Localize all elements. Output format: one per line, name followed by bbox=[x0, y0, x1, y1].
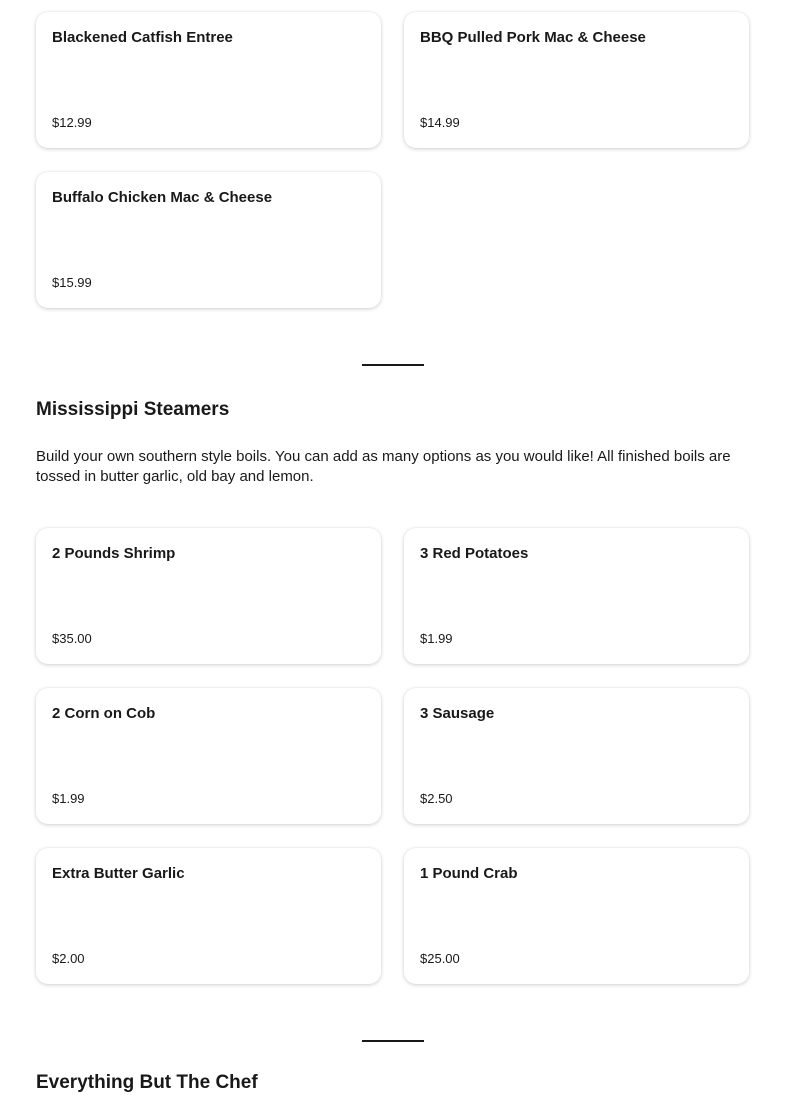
menu-item-price: $1.99 bbox=[52, 791, 85, 806]
menu-item-price: $35.00 bbox=[52, 631, 92, 646]
menu-item-card[interactable] bbox=[36, 12, 381, 148]
menu-item-price: $15.99 bbox=[52, 275, 92, 290]
menu-item-price: $12.99 bbox=[52, 115, 92, 130]
menu-item-name: Buffalo Chicken Mac & Cheese bbox=[52, 189, 273, 206]
menu-item-card[interactable] bbox=[404, 12, 749, 148]
section-title: Everything But The Chef bbox=[36, 1072, 258, 1093]
menu-item-price: $1.99 bbox=[420, 631, 453, 646]
menu-item-card[interactable] bbox=[404, 848, 749, 984]
menu-item-card[interactable] bbox=[36, 528, 381, 664]
menu-item-name: Blackened Catfish Entree bbox=[52, 29, 233, 46]
menu-item-name: 3 Sausage bbox=[420, 705, 495, 722]
menu-item-name: Extra Butter Garlic bbox=[52, 865, 185, 882]
menu-item-grid bbox=[36, 528, 749, 984]
menu-item-price: $2.00 bbox=[52, 951, 85, 966]
menu-item-card[interactable] bbox=[36, 688, 381, 824]
menu-item-name: 2 Pounds Shrimp bbox=[52, 545, 176, 562]
section-description: Build your own southern style boils. You can add as many options as you would like! All finished boils are tossed in butter garlic, old bay and lemon. bbox=[36, 448, 731, 485]
section-divider bbox=[362, 364, 424, 366]
menu-item-card[interactable] bbox=[36, 848, 381, 984]
menu-item-price: $25.00 bbox=[420, 951, 460, 966]
menu-item-grid bbox=[36, 12, 749, 308]
section-title: Mississippi Steamers bbox=[36, 399, 230, 420]
menu-item-name: 2 Corn on Cob bbox=[52, 705, 156, 722]
menu-item-name: BBQ Pulled Pork Mac & Cheese bbox=[420, 29, 646, 46]
menu-item-name: 1 Pound Crab bbox=[420, 865, 518, 882]
menu-item-price: $14.99 bbox=[420, 115, 460, 130]
menu-item-name: 3 Red Potatoes bbox=[420, 545, 529, 562]
menu-item-card[interactable] bbox=[404, 528, 749, 664]
section-divider bbox=[362, 1040, 424, 1042]
menu-item-card[interactable] bbox=[36, 172, 381, 308]
menu-item-card[interactable] bbox=[404, 688, 749, 824]
menu-item-price: $2.50 bbox=[420, 791, 453, 806]
